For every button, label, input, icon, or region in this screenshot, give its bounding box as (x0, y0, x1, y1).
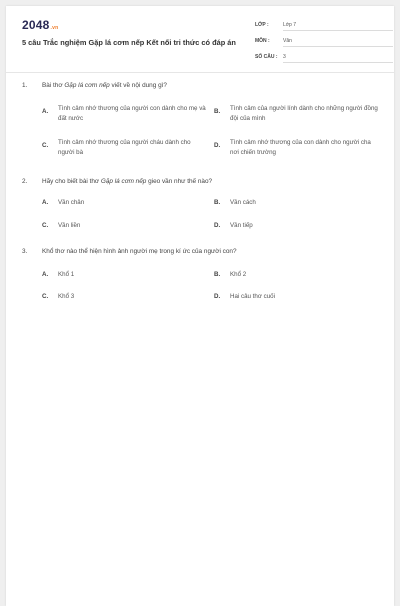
site-logo[interactable] (22, 18, 58, 32)
question-number: 1. (22, 82, 28, 89)
document-header (22, 16, 382, 76)
option-letter: C. (42, 142, 49, 149)
option-text: Tình cảm của người lính dành cho những người đồng đội của mình (230, 105, 378, 122)
question-text-part: gieo vần như thế nào? (146, 178, 213, 185)
option-text: Khổ 1 (58, 271, 75, 278)
meta-label: MÔN : (255, 38, 270, 44)
meta-row-class (255, 20, 393, 36)
question-number: 2. (22, 178, 28, 185)
meta-value: Văn (283, 38, 393, 47)
meta-row-question-count (255, 52, 393, 68)
option-text: Vần cách (230, 199, 256, 206)
option-letter: A. (42, 271, 49, 278)
option-text: Hai câu thơ cuối (230, 293, 275, 300)
question-number: 3. (22, 248, 28, 255)
option-text: Vần liền (58, 222, 81, 229)
option-text: Tình cảm nhớ thương của con dành cho người cha nơi chiến trường (230, 139, 371, 156)
question-text-part: Hãy cho biết bài thơ (42, 178, 101, 185)
option-letter: A. (42, 108, 49, 115)
option-letter: C. (42, 222, 49, 229)
meta-value: Lớp 7 (283, 22, 393, 31)
question-text (42, 82, 167, 89)
question-text (42, 178, 212, 185)
option-text: Tình cảm nhớ thương của người cháu dành cho người bà (58, 139, 191, 156)
logo-text: 2048 (22, 18, 50, 32)
poem-title: Gặp lá cơm nếp (100, 178, 147, 185)
question-text (42, 248, 237, 255)
logo-suffix: .vn (50, 25, 59, 31)
option-text: Vần tiếp (230, 222, 253, 229)
option-letter: C. (42, 293, 49, 300)
option-letter: D. (214, 222, 221, 229)
option-text: Tình cảm nhớ thương của người con dành cho mẹ và đất nước (58, 105, 206, 122)
worksheet-page (6, 6, 394, 606)
header-divider (6, 72, 394, 73)
option-text: Khổ 3 (58, 293, 75, 300)
question-text-part: viết về nội dung gì? (109, 82, 167, 89)
option-letter: D. (214, 142, 221, 149)
option-letter: B. (214, 108, 221, 115)
option-letter: B. (214, 271, 221, 278)
option-letter: B. (214, 199, 221, 206)
option-letter: A. (42, 199, 49, 206)
question-text-part: Bài thơ (42, 82, 65, 89)
meta-row-subject (255, 36, 393, 52)
document-meta (255, 20, 393, 68)
option-text: Vần chân (58, 199, 85, 206)
document-title: 5 câu Trắc nghiệm Gặp lá cơm nếp Kết nối tri thức có đáp án (22, 38, 236, 47)
meta-label: SỐ CÂU : (255, 54, 278, 60)
meta-value: 3 (283, 54, 393, 63)
option-text: Khổ 2 (230, 271, 247, 278)
poem-title: Gặp lá cơm nếp (64, 82, 110, 89)
option-letter: D. (214, 293, 221, 300)
meta-label: LỚP : (255, 22, 269, 28)
question-text-part: Khổ thơ nào thể hiện hình ảnh người mẹ trong kí ức của người con? (42, 248, 237, 255)
